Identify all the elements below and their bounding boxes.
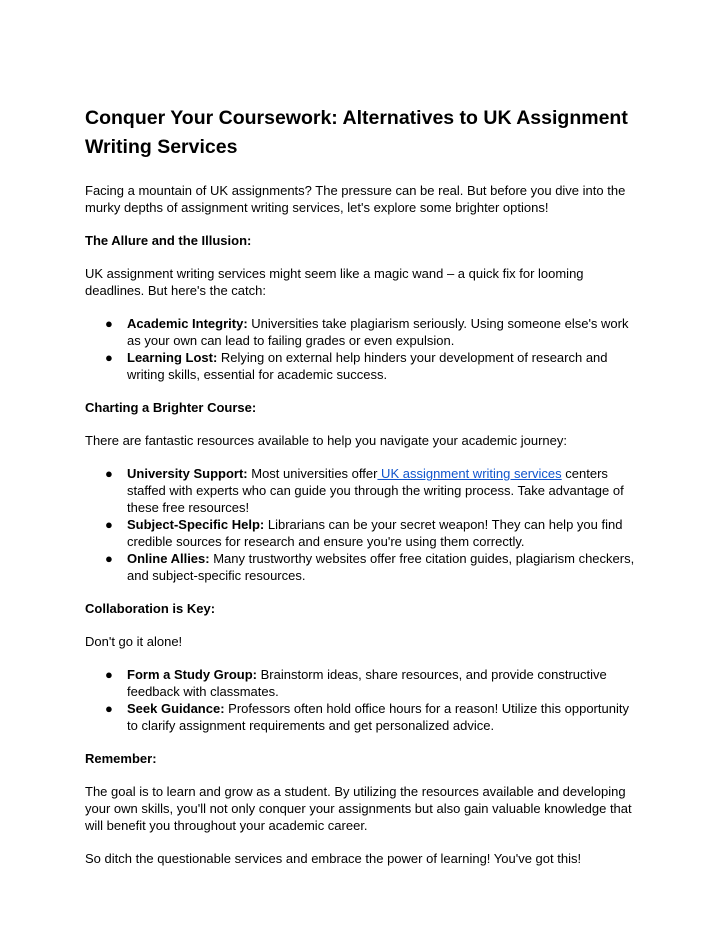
section-heading-brighter-course: Charting a Brighter Course: xyxy=(85,400,257,415)
list-item-text: Professors often hold office hours for a reason! Utilize this opportunity to clarify assignment requirements and get personalized advice. xyxy=(127,701,629,733)
list-item-label: Subject-Specific Help: xyxy=(127,517,265,532)
bullet-icon: ● xyxy=(105,701,113,716)
list-item-label: Seek Guidance: xyxy=(127,701,225,716)
bullet-icon: ● xyxy=(105,667,113,682)
bullet-icon: ● xyxy=(105,517,113,532)
document-page xyxy=(85,104,640,867)
list-item-text: Brainstorm ideas, share resources, and provide constructive feedback with classmates. xyxy=(127,667,607,699)
list-item xyxy=(85,349,640,383)
list-item-label: Academic Integrity: xyxy=(127,316,248,331)
bullet-list-brighter-course xyxy=(85,465,640,584)
list-item-label: University Support: xyxy=(127,466,248,481)
list-item-text: Most universities offer xyxy=(247,466,378,481)
list-item-text: Relying on external help hinders your development of research and writing skills, essential for academic success. xyxy=(127,350,608,382)
list-item xyxy=(85,550,640,584)
intro-paragraph: Facing a mountain of UK assignments? The pressure can be real. But before you dive into the murky depths of assignment writing services, let's explore some brighter options! xyxy=(85,183,626,215)
list-item xyxy=(85,666,640,700)
closing-paragraph: So ditch the questionable services and embrace the power of learning! You've got this! xyxy=(85,851,582,866)
list-item xyxy=(85,315,640,349)
section-heading-collaboration: Collaboration is Key: xyxy=(85,601,216,616)
section-body-remember: The goal is to learn and grow as a student. By utilizing the resources available and developing your own skills, you'll not only conquer your assignments but also gain valuable knowledge that will benefit you throughout your academic career. xyxy=(85,784,632,833)
bullet-icon: ● xyxy=(105,316,113,331)
section-body-collaboration: Don't go it alone! xyxy=(85,634,183,649)
bullet-icon: ● xyxy=(105,350,113,365)
list-item-label: Learning Lost: xyxy=(127,350,218,365)
list-item xyxy=(85,516,640,550)
uk-assignment-writing-services-link[interactable]: UK assignment writing services xyxy=(377,466,562,481)
bullet-icon: ● xyxy=(105,466,113,481)
section-heading-remember: Remember: xyxy=(85,751,157,766)
list-item-text: centers staffed with experts who can guide you through the writing process. Take advantage of these free resources! xyxy=(127,466,624,515)
section-body-brighter-course: There are fantastic resources available to help you navigate your academic journey: xyxy=(85,433,567,448)
list-item-text: Many trustworthy websites offer free citation guides, plagiarism checkers, and subject-specific resources. xyxy=(127,551,635,583)
list-item xyxy=(85,465,640,516)
list-item-label: Form a Study Group: xyxy=(127,667,257,682)
list-item-label: Online Allies: xyxy=(127,551,210,566)
list-item-text: Librarians can be your secret weapon! They can help you find credible sources for research and ensure you're using them correctly. xyxy=(127,517,623,549)
section-body-allure: UK assignment writing services might seem like a magic wand – a quick fix for looming deadlines. But here's the catch: xyxy=(85,266,584,298)
section-heading-allure: The Allure and the Illusion: xyxy=(85,233,252,248)
list-item-text: Universities take plagiarism seriously. Using someone else's work as your own can lead to failing grades or even expulsion. xyxy=(127,316,629,348)
list-item xyxy=(85,700,640,734)
document-title: Conquer Your Coursework: Alternatives to UK Assignment Writing Services xyxy=(85,107,628,158)
bullet-list-allure xyxy=(85,315,640,383)
bullet-list-collaboration xyxy=(85,666,640,734)
bullet-icon: ● xyxy=(105,551,113,566)
